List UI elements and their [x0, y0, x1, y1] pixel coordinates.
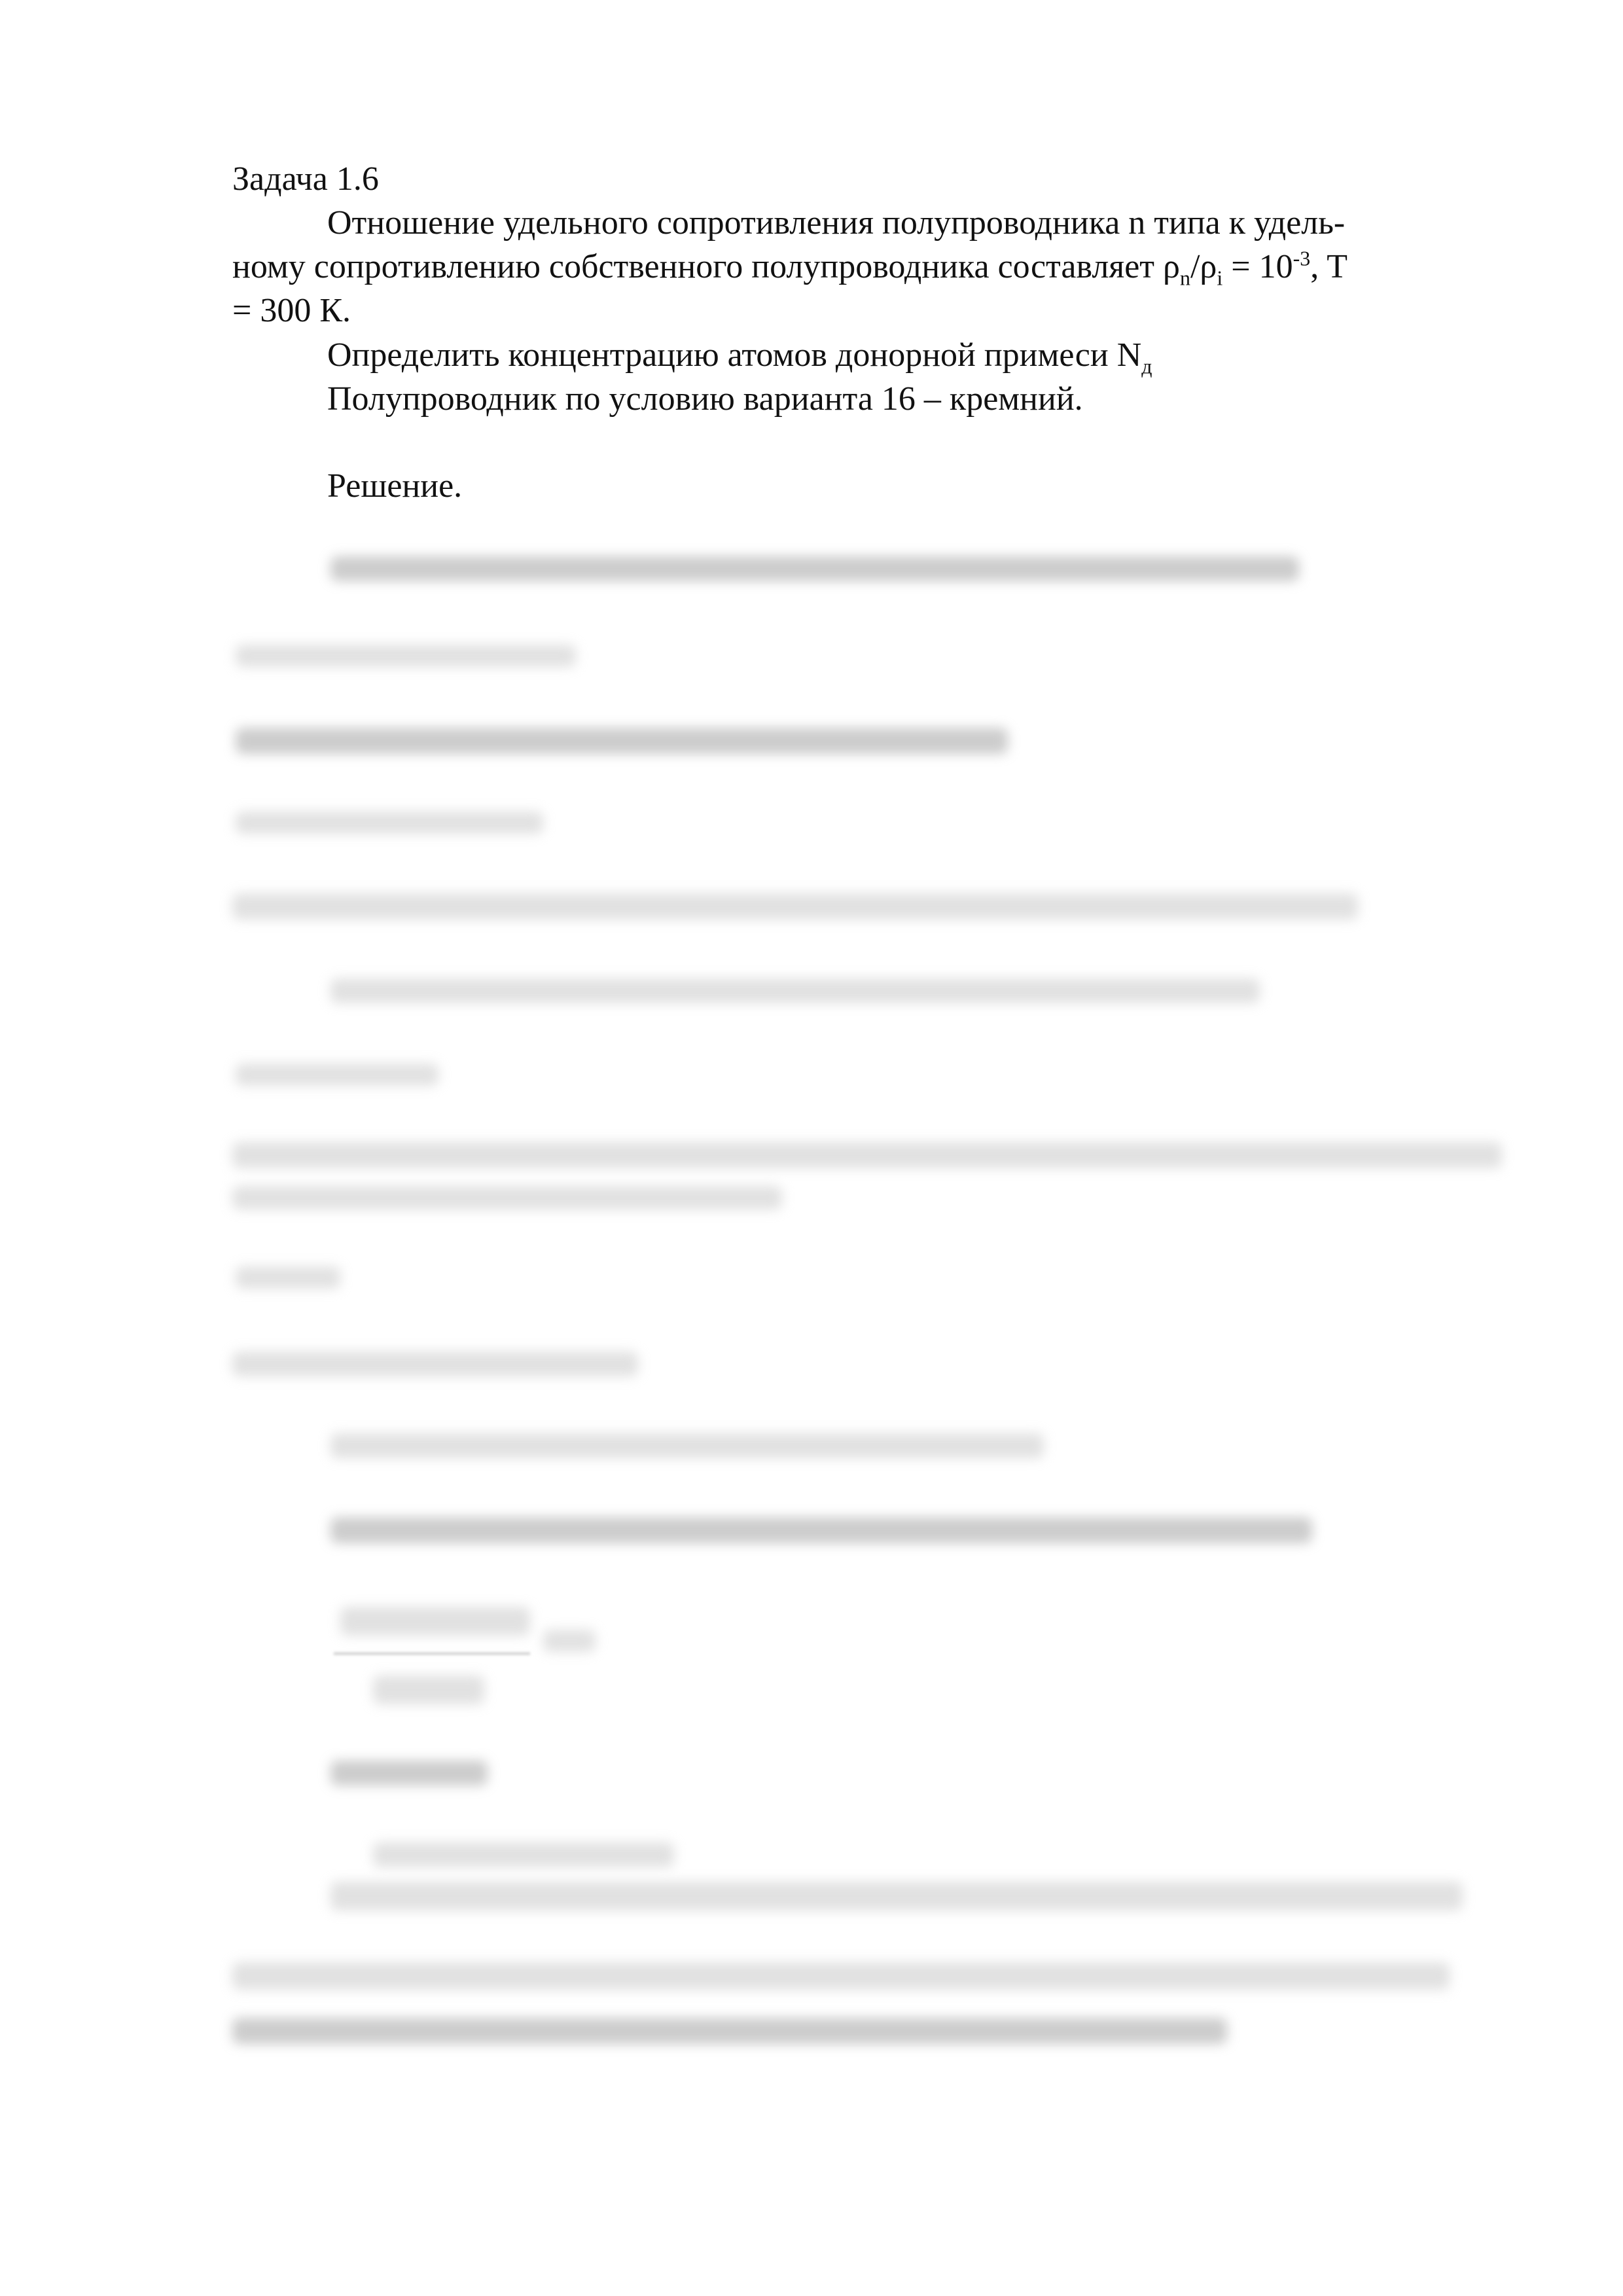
statement-text: ному сопротивлению собственного полупроводника составляет ρ [232, 248, 1180, 285]
blurred-text-line [236, 728, 1008, 754]
blurred-formula [236, 812, 543, 834]
statement-line-3: = 300 К. [232, 292, 351, 329]
problem-title: Задача 1.6 [232, 160, 379, 198]
blurred-text-line [330, 556, 1299, 581]
statement-line-1: Отношение удельного сопротивления полупроводника n типа к удель- [327, 204, 1346, 242]
blurred-formula [236, 645, 576, 667]
blurred-fraction-numerator [340, 1607, 530, 1636]
blurred-fraction-rhs [543, 1630, 596, 1652]
blurred-text-line [330, 1517, 1312, 1543]
temperature-label: , T [1310, 248, 1348, 285]
solution-heading: Решение. [327, 467, 463, 505]
blurred-text-line [330, 978, 1260, 1003]
rho-n-subscript: n [1179, 266, 1190, 290]
blurred-text-line [232, 2018, 1227, 2044]
blurred-text-line [232, 1186, 782, 1210]
donor-subscript: д [1141, 354, 1152, 378]
blurred-text-line [232, 1142, 1502, 1168]
rho-i-subscript: i [1217, 266, 1223, 290]
blurred-formula [236, 1064, 438, 1086]
blurred-fraction-bar [334, 1653, 530, 1655]
statement-line-2 [232, 246, 1348, 290]
ratio-slash: /ρ [1190, 248, 1217, 285]
blurred-formula [373, 1842, 674, 1867]
task-line [327, 335, 1152, 376]
task-text: Определить концентрацию атомов донорной примеси N [327, 336, 1142, 374]
blurred-text-line [330, 1882, 1463, 1910]
condition-line: Полупроводник по условию варианта 16 – кремний. [327, 380, 1083, 418]
blurred-text-line [232, 1962, 1450, 1990]
ratio-equals: = 10 [1222, 248, 1293, 285]
blurred-text-line [330, 1433, 1044, 1458]
blurred-formula [232, 1352, 638, 1376]
blurred-fraction-denominator [373, 1676, 484, 1704]
blurred-formula [236, 1266, 340, 1289]
ratio-exponent: -3 [1293, 246, 1311, 270]
blurred-text-line [232, 893, 1358, 920]
blurred-text-line [330, 1761, 488, 1785]
